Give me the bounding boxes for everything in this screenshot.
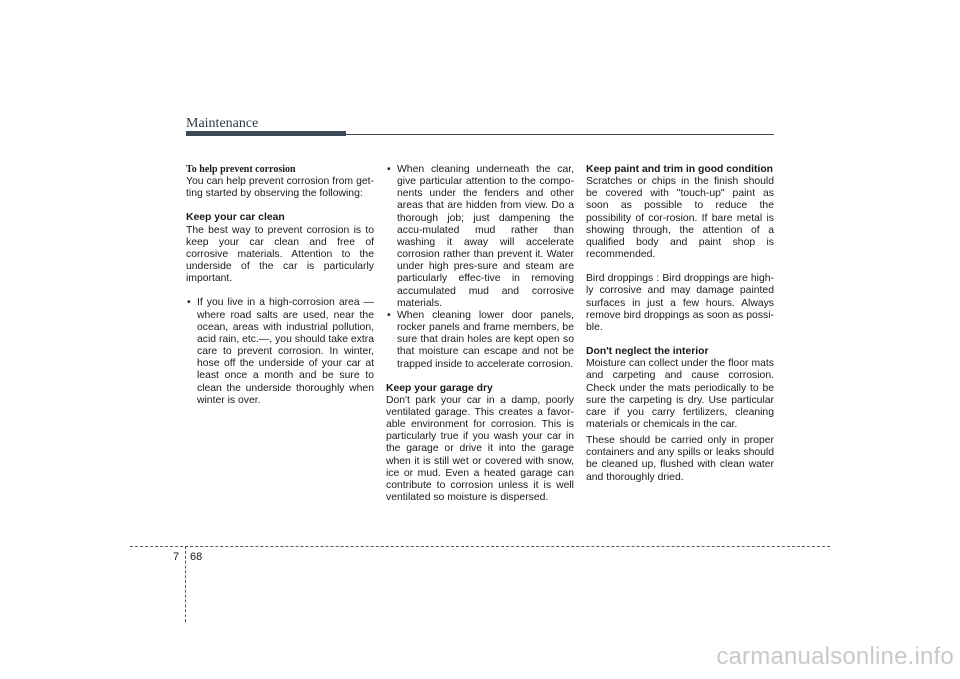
footer-divider [185,546,186,622]
bullet-list [186,297,374,406]
list-item: • If you live in a high-corrosion area — where road salts are used, near the ocean, areas with industrial pollution, acid rain, etc.—, you should take extra care to prevent corrosion. In winter, hose off the underside of your car at least once a month and be sure to clean the underside thoroughly when winter is over. [186,297,374,406]
paint-paragraph: Scratches or chips in the finish should be covered with "touch-up" paint as soon as possible to reduce the possibility of cor-rosion. If bare metal is showing through, the attention of a qualified body and paint shop is recommended. [586,176,774,261]
footer-rule [130,546,830,547]
clean-paragraph: The best way to prevent corrosion is to keep your car clean and free of corrosive materials. Attention to the underside of the car is particularly important. [186,224,374,285]
intro-paragraph: You can help prevent corrosion from get-ting started by observing the following: [186,176,374,200]
column-3 [586,164,774,484]
list-item: • When cleaning underneath the car, give particular attention to the compo-nents under the fenders and other areas that are hidden from view. Do a thorough job; just dampening the accu-mulated mud rather than washing it away will accelerate corrosion rather than prevent it. Water under high pres-sure and steam are particularly effec-tive in removing accumulated mud and corrosive materials. [386,164,574,310]
chemicals-paragraph: These should be carried only in proper containers and any spills or leaks should be cleaned up, flushed with clean water and thoroughly dried. [586,435,774,483]
section-header-title: Maintenance [186,116,259,131]
interior-paragraph: Moisture can collect under the floor mats and carpeting and cause corrosion. Check under the mats periodically to be sure the carpeting is dry. Use particular care if you carry fertilizers, cleaning materials or chemicals in the car. [586,358,774,430]
list-item: • When cleaning lower door panels, rocker panels and frame members, be sure that drain holes are kept open so that moisture can escape and not be trapped inside to accelerate corrosion. [386,310,574,371]
column-1 [186,164,374,407]
page-number: 68 [190,551,203,563]
chapter-number: 7 [173,551,180,563]
garage-paragraph: Don't park your car in a damp, poorly ventilated garage. This creates a favor-able environment for corrosion. This is particularly true if you wash your car in the garage or drive it into the garage when it is still wet or covered with snow, ice or mud. Even a heated garage can contribute to corrosion unless it is well ventilated so moisture is dispersed. [386,394,574,504]
column-2 [386,164,574,504]
heading-keep-car-clean: Keep your car clean [186,212,285,224]
bullet-list [386,164,574,371]
header-rule [346,134,774,135]
section-title: To help prevent corrosion [186,164,296,175]
heading-keep-paint-trim: Keep paint and trim in good condition [586,164,774,175]
bird-droppings-paragraph: Bird droppings : Bird droppings are high-ly corrosive and may damage painted surfaces in just a few hours. Always remove bird droppings as soon as possi-ble. [586,273,774,333]
heading-keep-garage-dry: Keep your garage dry [386,382,493,394]
header-accent-bar [186,131,346,136]
heading-dont-neglect-interior: Don't neglect the interior [586,346,709,358]
watermark: carmanualsonline.info [716,643,954,670]
